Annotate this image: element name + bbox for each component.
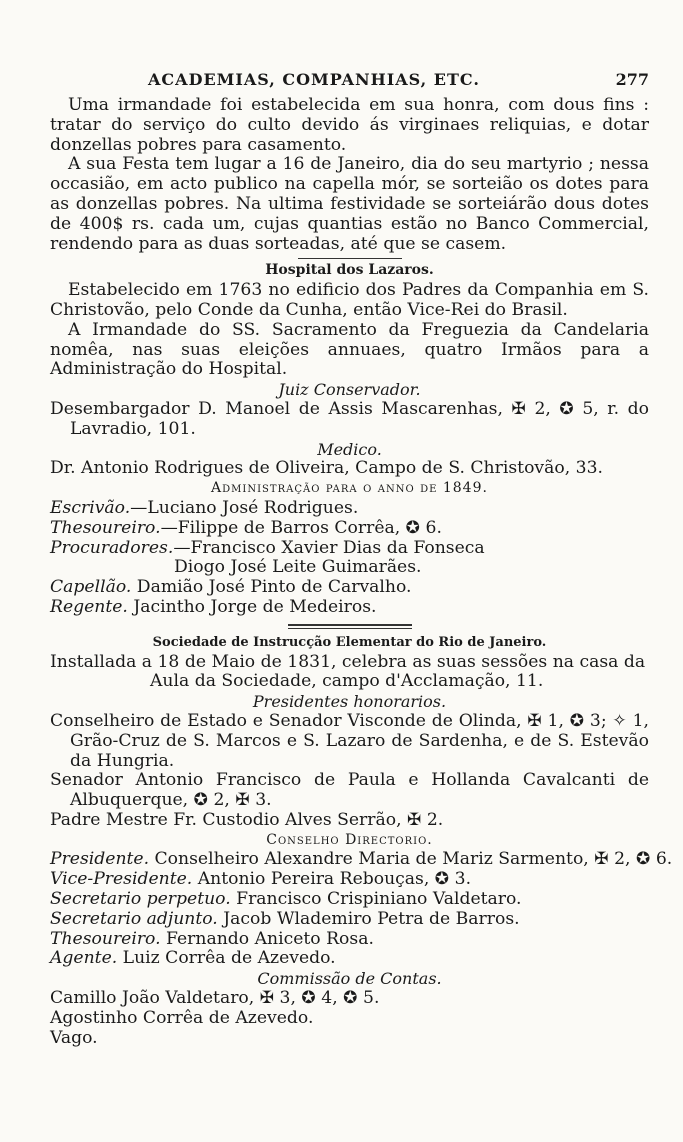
intro-paragraph-2: A sua Festa tem lugar a 16 de Janeiro, dia do seu martyrio ; nessa occasião, em acto publico na capella mór, se sorteião os dotes para as donzellas pobres. Na ultima festividade se sorteiárão dous dotes de 400$ rs. cada um, cujas quantias estão no Banco Commercial, rendendo para as duas sorteadas, até que se casem.	[50, 154, 649, 254]
page-number: 277	[615, 70, 649, 89]
sociedade-heading: Sociedade de Instrucção Elementar do Rio de Janeiro.	[152, 634, 547, 650]
presidente-entry: Padre Mestre Fr. Custodio Alves Serrão, ✠ 2.	[50, 809, 444, 830]
admin-row: Capellão. Damião José Pinto de Carvalho.	[50, 577, 412, 598]
admin-row: Regente. Jacintho Jorge de Medeiros.	[50, 596, 377, 617]
section-divider	[288, 624, 412, 629]
sociedade-installed-line-1: Installada a 18 de Maio de 1831, celebra as suas sessões na casa da	[50, 651, 646, 672]
conselho-row: Secretario adjunto. Jacob Wlademiro Petra de Barros.	[50, 908, 520, 929]
hospital-heading: Hospital dos Lazaros.	[265, 262, 434, 279]
admin-row: Escrivão.—Luciano José Rodrigues.	[50, 497, 359, 518]
medico-entry: Dr. Antonio Rodrigues de Oliveira, Campo de S. Christovão, 33.	[50, 458, 603, 479]
juiz-heading: Juiz Conservador.	[278, 380, 421, 400]
intro-paragraph-1: Uma irmandade foi estabelecida em sua honra, com dous fins : tratar do serviço do culto devido ás virginaes reliquias, e dotar donzellas pobres para casamento.	[50, 95, 649, 155]
presidente-entry: Senador Antonio Francisco de Paula e Hollanda Cavalcanti de Albuquerque, ✪ 2, ✠ 3.	[50, 770, 649, 811]
comissao-heading: Commissão de Contas.	[257, 969, 442, 989]
comissao-entry: Camillo João Valdetaro, ✠ 3, ✪ 4, ✪ 5.	[50, 988, 380, 1009]
running-header	[50, 70, 649, 94]
conselho-row: Presidente. Conselheiro Alexandre Maria de Mariz Sarmento, ✠ 2, ✪ 6.	[50, 849, 673, 870]
conselho-row: Vice-Presidente. Antonio Pereira Rebouças, ✪ 3.	[50, 869, 472, 890]
header-title: ACADEMIAS, COMPANHIAS, ETC.	[148, 70, 480, 89]
hospital-paragraph-2: A Irmandade do SS. Sacramento da Freguezia da Candelaria nomêa, nas suas eleições annuaes, quatro Irmãos para a Administração do Hospital.	[50, 319, 649, 380]
presidentes-heading: Presidentes honorarios.	[252, 692, 447, 712]
sociedade-installed-line-2: Aula da Sociedade, campo d'Acclamação, 11.	[150, 671, 544, 692]
juiz-entry: Desembargador D. Manoel de Assis Mascarenhas, ✠ 2, ✪ 5, r. do Lavradio, 101.	[50, 398, 649, 439]
admin-row: Diogo José Leite Guimarães.	[174, 557, 422, 578]
conselho-list	[50, 849, 673, 969]
comissao-entry: Vago.	[50, 1027, 98, 1048]
conselho-row: Agente. Luiz Corrêa de Azevedo.	[50, 948, 336, 969]
admin-row: Procuradores.—Francisco Xavier Dias da Fonseca	[50, 537, 485, 558]
admin-heading: Administração para o anno de 1849.	[211, 480, 488, 497]
conselho-heading: Conselho Directorio.	[266, 831, 433, 848]
medico-heading: Medico.	[317, 439, 382, 459]
hospital-paragraph-1: Estabelecido em 1763 no edificio dos Padres da Companhia em S. Christovão, pelo Conde da Cunha, então Vice-Rei do Brasil.	[50, 280, 649, 320]
comissao-entry: Agostinho Corrêa de Azevedo.	[50, 1007, 314, 1028]
presidente-entry: Conselheiro de Estado e Senador Visconde de Olinda, ✠ 1, ✪ 3; ✧ 1, Grão-Cruz de S. Marcos e S. Lazaro de Sardenha, e de S. Estevão da Hungria.	[50, 710, 649, 771]
conselho-row: Secretario perpetuo. Francisco Crispiniano Valdetaro.	[50, 889, 522, 910]
admin-row: Thesoureiro.—Filippe de Barros Corrêa, ✪ 6.	[50, 517, 442, 538]
section-divider	[298, 258, 402, 259]
admin-list	[50, 499, 649, 618]
conselho-row: Thesoureiro. Fernando Aniceto Rosa.	[50, 928, 374, 949]
